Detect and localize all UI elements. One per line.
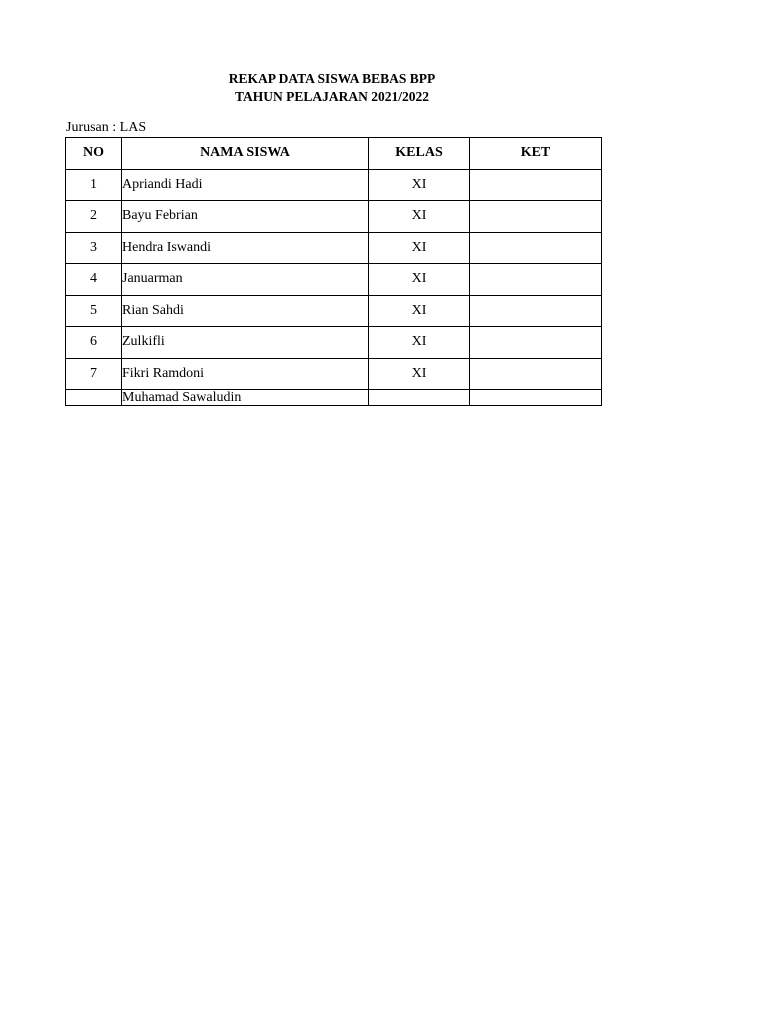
header-no: NO: [66, 138, 122, 170]
cell-kelas: XI: [369, 264, 470, 296]
cell-nama: Muhamad Sawaludin: [122, 390, 369, 406]
header-nama-siswa: NAMA SISWA: [122, 138, 369, 170]
cell-nama: Apriandi Hadi: [122, 169, 369, 201]
cell-no: 1: [66, 169, 122, 201]
cell-kelas: XI: [369, 358, 470, 390]
cell-kelas: [369, 390, 470, 406]
cell-ket: [470, 201, 602, 233]
header-ket: KET: [470, 138, 602, 170]
table-row: [66, 327, 602, 359]
table-row: [66, 264, 602, 296]
table-row: [66, 295, 602, 327]
cell-no: 4: [66, 264, 122, 296]
table-row: [66, 201, 602, 233]
cell-ket: [470, 264, 602, 296]
jurusan-label: Jurusan : LAS: [66, 120, 147, 135]
cell-ket: [470, 327, 602, 359]
cell-no: 2: [66, 201, 122, 233]
header-kelas: KELAS: [369, 138, 470, 170]
cell-no: 5: [66, 295, 122, 327]
table-row: [66, 358, 602, 390]
cell-nama: Hendra Iswandi: [122, 232, 369, 264]
cell-kelas: XI: [369, 169, 470, 201]
student-table: [65, 137, 602, 406]
cell-nama: Januarman: [122, 264, 369, 296]
cell-ket: [470, 232, 602, 264]
table-header-row: [66, 138, 602, 170]
cell-no: 7: [66, 358, 122, 390]
cell-kelas: XI: [369, 295, 470, 327]
cell-nama: Rian Sahdi: [122, 295, 369, 327]
cell-kelas: XI: [369, 201, 470, 233]
cell-kelas: XI: [369, 327, 470, 359]
cell-ket: [470, 169, 602, 201]
cell-nama: Zulkifli: [122, 327, 369, 359]
cell-kelas: XI: [369, 232, 470, 264]
cell-no: 6: [66, 327, 122, 359]
table-row: [66, 390, 602, 406]
cell-ket: [470, 390, 602, 406]
cell-no: 3: [66, 232, 122, 264]
document-subtitle: TAHUN PELAJARAN 2021/2022: [234, 89, 429, 104]
cell-nama: Bayu Febrian: [122, 201, 369, 233]
cell-ket: [470, 358, 602, 390]
cell-no: [66, 390, 122, 406]
document-title: REKAP DATA SISWA BEBAS BPP: [228, 71, 436, 86]
cell-nama: Fikri Ramdoni: [122, 358, 369, 390]
table-row: [66, 169, 602, 201]
table-row: [66, 232, 602, 264]
cell-ket: [470, 295, 602, 327]
